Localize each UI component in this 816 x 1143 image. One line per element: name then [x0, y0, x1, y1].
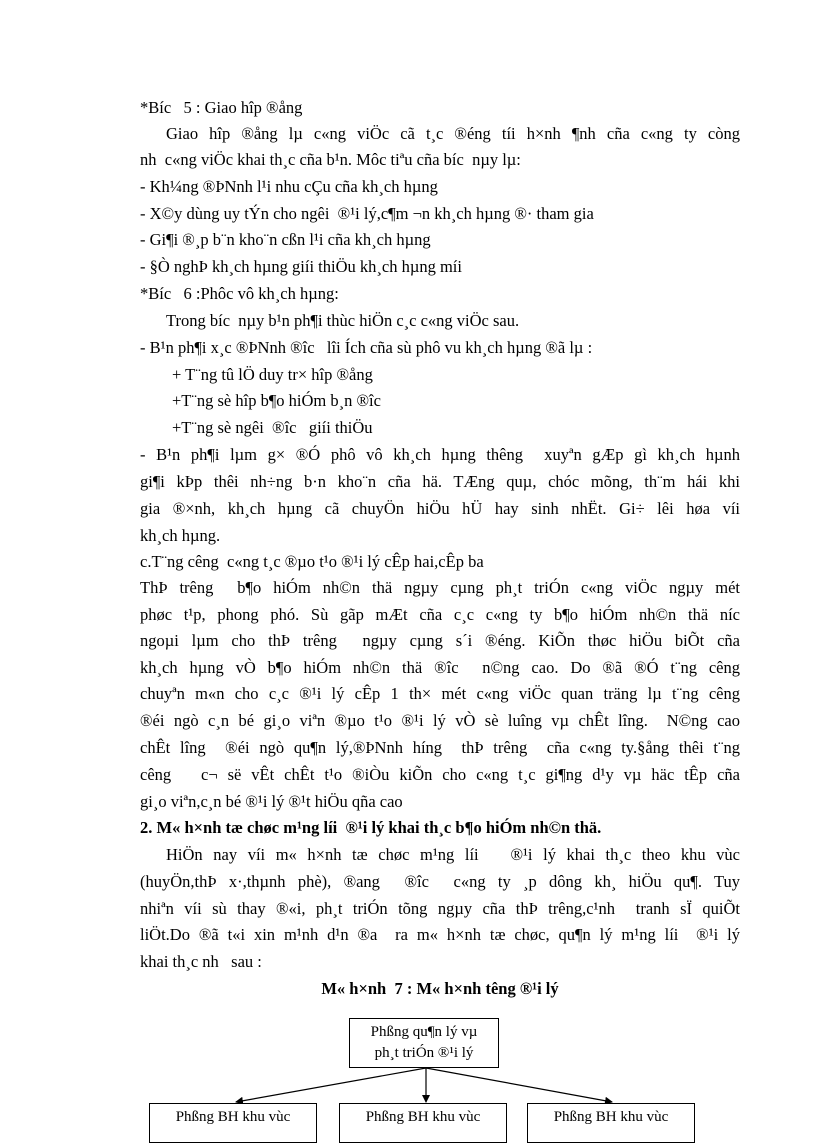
bullet-item: - B¹n ph¶i x¸c ®ÞNnh ®îc lîi Ích cña sù phô vu kh¸ch hµng ®ã lµ : [140, 338, 593, 357]
paragraph-line: chuyªn m«n cho c¸c ®¹i lý cÊp 1 th× mét c«ng viÖc quan träng lµ t¨ng cêng [140, 684, 740, 703]
connector-right [426, 1068, 612, 1102]
diagram-child-box [527, 1103, 695, 1143]
paragraph-line: ngoµi lµm cho thÞ trêng ngµy cµng s´i ®éng. KiÕn thøc hiÖu biÕt cña [140, 631, 740, 650]
paragraph-line: liÖt.Do ®ã t«i xin m¹nh d¹n ®a ra m« h×nh tæ chøc, qu¶n lý m¹ng líi ®¹i lý [140, 925, 740, 944]
paragraph-line: gia ®×nh, kh¸ch hµng cã chuyÖn hiÖu hÜ hay sinh nhËt. Gi÷ lêi høa víi [140, 499, 740, 518]
bullet-item: - §Ò nghÞ kh¸ch hµng giíi thiÖu kh¸ch hµng míi [140, 257, 462, 276]
step5-heading: *Bíc 5 : Giao hîp ®ång [140, 98, 303, 117]
bullet-item: - Kh¼ng ®ÞNnh l¹i nhu cÇu cña kh¸ch hµng [140, 177, 438, 196]
paragraph-line: cêng c¬ së vÊt chÊt t¹o ®iÒu kiÕn cho c«ng t¸c gi¶ng d¹y vµ häc tÊp cña [140, 765, 740, 784]
section-c-heading: c.T¨ng cêng c«ng t¸c ®µo t¹o ®¹i lý cÊp hai,cÊp ba [140, 552, 484, 571]
paragraph-line: kh¸ch hµng. [140, 526, 221, 545]
paragraph-line: chÊt lîng ®éi ngò qu¶n lý,®ÞNnh híng thÞ trêng cña c«ng ty.§ång thêi t¨ng [140, 738, 740, 757]
diagram-child-box [339, 1103, 507, 1143]
diagram-top-box [349, 1018, 499, 1068]
sub-item: +T¨ng sè hîp b¶o hiÓm b¸n ®îc [172, 391, 381, 410]
paragraph-line: Giao hîp ®ång lµ c«ng viÖc cã t¸c ®éng tíi h×nh ¶nh cña c«ng ty còng [166, 124, 740, 143]
bullet-item: - Gi¶i ®¸p b¨n kho¨n cßn l¹i cña kh¸ch hµng [140, 230, 431, 249]
diagram-top-line: ph¸t triÓn ®¹i lý [374, 1045, 474, 1061]
paragraph-line: nh c«ng viÖc khai th¸c cña b¹n. Môc tiªu cña bíc nµy lµ: [140, 150, 521, 169]
bullet-item: - X©y dùng uy tÝn cho ngêi ®¹i lý,c¶m ¬n kh¸ch hµng ®· tham gia [140, 204, 594, 223]
paragraph-line: gi¸o viªn,c¸n bé ®¹i lý ®¹t hiÖu qña cao [140, 792, 403, 811]
diagram-top-line: Phßng qu¶n lý vµ [370, 1024, 478, 1040]
paragraph-line: khai th¸c nh sau : [140, 952, 262, 971]
figure-caption: M« h×nh 7 : M« h×nh têng ®¹i lý [321, 979, 559, 998]
paragraph-line: phøc t¹p, phong phó. Sù gãp mÆt cña c¸c c«ng ty b¶o hiÓm nh©n thä níc [140, 605, 740, 624]
paragraph-line: gi¶i kÞp thêi nh÷ng b·n kho¨n cña hä. TÆng quµ, chóc mõng, th¨m hái khi [140, 472, 740, 491]
paragraph-line: HiÖn nay víi m« h×nh tæ chøc m¹ng líi ®¹i lý khai th¸c theo khu vùc [166, 845, 740, 864]
diagram-child-box [149, 1103, 317, 1143]
connector-left [236, 1068, 426, 1102]
diagram-child-label: Phßng BH khu vùc [365, 1109, 481, 1125]
paragraph-line: ®éi ngò c¸n bé gi¸o viªn ®µo t¹o ®¹i lý vÒ sè luîng vµ chÊt lîng. N©ng cao [140, 711, 740, 730]
paragraph-line: (huyÖn,thÞ x·,thµnh phè), ®ang ®îc c«ng ty ¸p dông kh¸ hiÖu qu¶. Tuy [140, 872, 740, 891]
paragraph-line: nhiªn víi sù thay ®«i, ph¸t triÓn tõng ngµy cña thÞ trêng,c¹nh tranh sÏ quiÕt [140, 899, 740, 918]
paragraph-line: Trong bíc nµy b¹n ph¶i thùc hiÖn c¸c c«ng viÖc sau. [166, 311, 520, 330]
paragraph-line: ThÞ trêng b¶o hiÓm nh©n thä ngµy cµng ph¸t triÓn c«ng viÖc ngµy mét [140, 578, 740, 597]
diagram-child-label: Phßng BH khu vùc [175, 1109, 291, 1125]
sub-item: +T¨ng sè ngêi ®îc giíi thiÖu [172, 418, 373, 437]
section-2-heading: 2. M« h×nh tæ chøc m¹ng líi ®¹i lý khai th¸c b¶o hiÓm nh©n thä. [140, 818, 602, 837]
step6-heading: *Bíc 6 :Phôc vô kh¸ch hµng: [140, 284, 339, 303]
diagram-child-label: Phßng BH khu vùc [553, 1109, 669, 1125]
paragraph-line: - B¹n ph¶i lµm g× ®Ó phô vô kh¸ch hµng thêng xuyªn gÆp gì kh¸ch hµnh [140, 445, 740, 464]
sub-item: + T¨ng tû lÖ duy tr× hîp ®ång [172, 365, 373, 384]
paragraph-line: kh¸ch hµng vÒ b¶o hiÓm nh©n thä ®îc n©ng cao. Do ®ã ®Ó t¨ng cêng [140, 658, 740, 677]
